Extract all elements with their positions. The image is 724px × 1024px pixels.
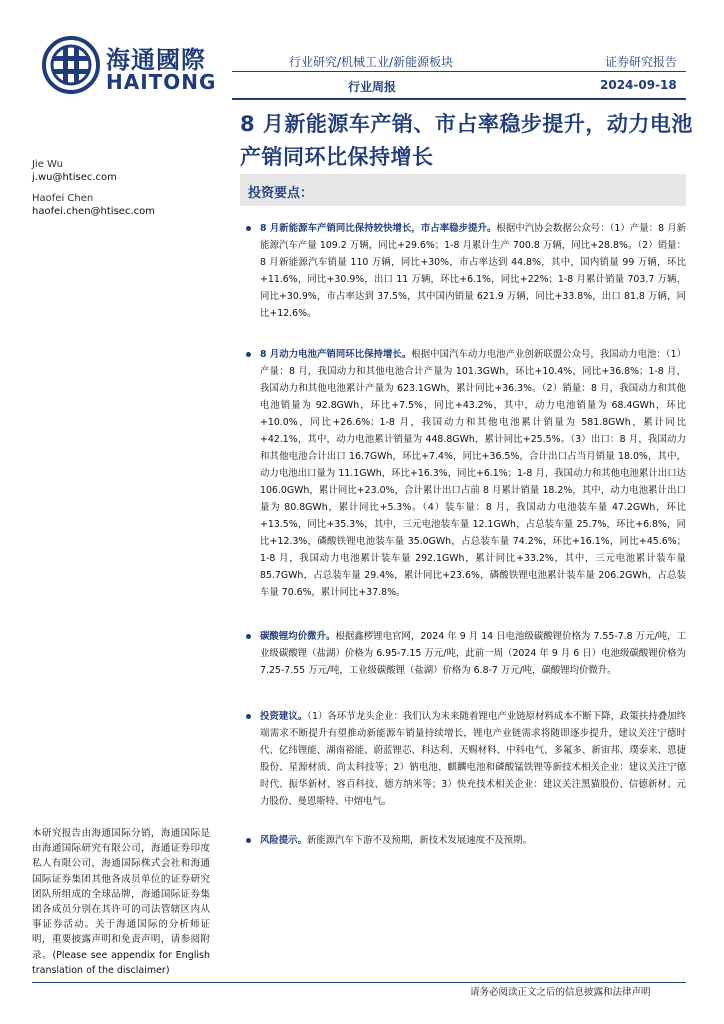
analyst-name: Haofei Chen [32,193,94,204]
report-type: 证券研究报告 [605,55,678,69]
analyst-name: Jie Wu [32,159,63,170]
bullet-lithium-price [246,628,686,679]
disclaimer: 本研究报告由海通国际分销，海通国际是由海通国际研究有限公司，海通证券印度私人有限公司，海通国际株式会社和海通国际证券集团其他各成员单位的证券研究团队所组成的全球品牌，海通国际证券集团各成员分别在其许可的司法管辖区内从事证券活动。关于海通国际的分析师证明，重要披露声明和免责声明，请参阅附录。(Please see appendix for English translation of the disclaimer) [32,828,210,976]
report-series: 行业周报 [348,80,397,94]
logo-name-en: HAITONG [106,70,217,94]
bullet-dot-icon [246,634,251,639]
bullet-lead: 风险提示。 [260,835,307,846]
footer-divider [32,982,686,983]
bullet-text [260,628,686,679]
bullet-dot-icon [246,226,251,231]
report-date: 2024-09-18 [600,78,677,92]
analyst-email[interactable]: j.wu@htisec.com [32,172,117,183]
page-title: 8 月新能源车产销、市占率稳步提升，动力电池产销同环比保持增长 [240,112,693,169]
key-points-title: 投资要点： [248,186,314,201]
bullet-risk [246,832,686,849]
bullet-text [260,220,686,322]
haitong-emblem-icon [42,36,100,94]
analyst-email[interactable]: haofei.chen@htisec.com [32,206,155,217]
bullet-dot-icon [246,838,251,843]
bullet-text [260,708,686,810]
bullet-nev-sales [246,220,686,322]
bullet-lead: 8 月新能源车产销同比保持较快增长，市占率稳步提升。 [260,223,497,234]
header-divider-bottom [232,98,686,100]
bullet-body: （1）各环节龙头企业：我们认为未来随着锂电产业链原材料成本不断下降，政策扶持叠加终端需求不断提升有望推动新能源车销量持续增长，锂电产业链需求将随即逐步提升，建议关注宁德时代、亿纬锂能、湖南裕能、蔚蓝锂芯、科达利、天赐材料、中科电气、多氟多、新宙邦、璞泰来、恩捷股份、星源材质、尚太科技等；2）钠电池、麒麟电池和磷酸锰铁锂等新技术相关企业：建议关注宁德时代、振华新材、容百科技、德方纳米等；3）快充技术相关企业：建议关注黑猫股份、信德新材、元力股份、曼恩斯特、中熔电气。 [260,711,686,807]
header-divider [232,71,686,72]
bullet-text [260,346,686,601]
bullet-battery [246,346,686,601]
bullet-dot-icon [246,714,251,719]
report-categories: 行业研究/机械工业/新能源板块 [289,55,454,69]
logo-name-cn: 海通國際 [106,46,206,74]
bullet-body: 根据鑫椤锂电官网，2024 年 9 月 14 日电池级碳酸锂价格为 7.55-7.8 万元/吨，工业级碳酸锂（盐湖）价格为 6.95-7.15 万元/吨，此前一周（2024 年 9 月 6 日）电池级碳酸锂价格为 7.25-7.55 万元/吨，工业级碳酸锂（盐湖）价格为 6.8-7 万元/吨，碳酸锂均价微升。 [260,631,686,676]
footer-notice: 请务必阅读正文之后的信息披露和法律声明 [470,987,651,998]
analyst-2 [32,192,155,218]
bullet-lead: 8 月动力电池产销同环比保持增长。 [260,349,412,360]
bullet-investment [246,708,686,810]
bullet-body: 根据中汽协会数据公众号：（1）产量：8 月新能源汽车产量 109.2 万辆，同比+29.6%；1-8 月累计生产 700.8 万辆，同比+28.8%。（2）销量：8 月新能源汽车销量 110 万辆，同比+30%，市占率达到 44.8%，其中，国内销量 99 万辆，环比+11.6%，同比+30.9%，出口 11 万辆，环比+6.1%，同比+22%；1-8 月累计销量 703.7 万辆，同比+30.9%，市占率达到 37.5%，其中国内销量 621.9 万辆，同比+33.8%，出口 81.8 万辆，同比+12.6%。 [260,223,687,319]
bullet-lead: 碳酸锂均价微升。 [260,631,336,642]
analyst-1 [32,158,117,184]
bullet-text [260,832,686,849]
haitong-logo [42,36,222,96]
bullet-body: 新能源汽车下游不及预期，新技术发展速度不及预期。 [306,835,532,846]
bullet-lead: 投资建议。 [260,711,308,722]
bullet-dot-icon [246,352,251,357]
bullet-body: 根据中国汽车动力电池产业创新联盟公众号，我国动力电池：（1）产量：8 月，我国动力和其他电池合计产量为 101.3GWh，环比+10.4%，同比+36.8%；1-8 月，我国动力和其他电池累计产量为 623.1GWh，累计同比+36.3%。（2）销量：8 月，我国动力和其他电池销量为 92.8GWh，环比+7.5%，同比+43.2%，其中，动力电池销量为 68.4GWh，环比+10.0%，同比+26.6%；1-8 月，我国动力和其他电池累计销量为 581.8GWh，累计同比+42.1%，其中，动力电池累计销量为 448.8GWh，累计同比+25.5%。（3）出口：8 月，我国动力和其他电池合计出口 16.7GWh，环比+7.4%，同比+36.5%，合计出口占当月销量 18.0%，其中，动力电池出口量为 11.1GWh，环比+16.3%，同比+6.1%；1-8 月，我国动力和其他电池累计出口达 106.0GWh，累计同比+23.0%，合计累计出口占前 8 月累计销量 18.2%，其中，动力电池累计出口量为 80.8GWh，累计同比+5.3%。（4）装车量：8 月，我国动力电池装车量 47.2GWh，环比+13.5%，同比+35.3%，其中，三元电池装车量 12.1GWh，占总装车量 25.7%，环比+6.8%，同比+12.3%，磷酸铁锂电池装车量 35.0GWh，占总装车量 74.2%，环比+16.1%，同比+45.6%；1-8 月，我国动力电池累计装车量 292.1GWh，累计同比+33.2%，其中，三元电池累计装车量 85.7GWh，占总装车量 29.4%，累计同比+23.6%，磷酸铁锂电池累计装车量 206.2GWh，占总装车量 70.6%，累计同比+37.8%。 [260,349,686,598]
